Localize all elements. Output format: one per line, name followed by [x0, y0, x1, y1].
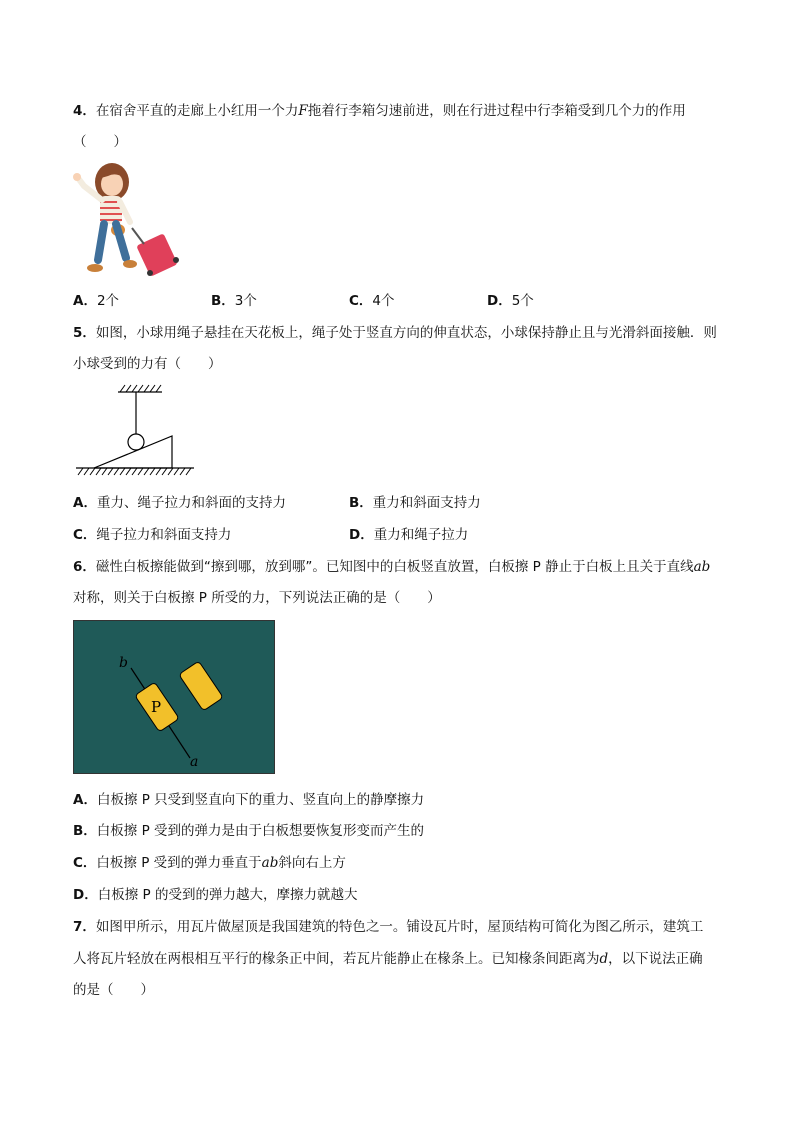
q5-option-d[interactable]: [349, 525, 468, 545]
option-text: 重力和绳子拉力: [373, 527, 469, 543]
q6-option-a[interactable]: [73, 790, 424, 810]
q5-text-line1: 如图，小球用绳子悬挂在天花板上，绳子处于竖直方向的伸直状态，小球保持静止且与光滑斜面接触．则: [95, 325, 717, 341]
girl-with-suitcase-illustration: [70, 160, 185, 280]
q5-option-b[interactable]: [349, 493, 481, 513]
q7-stem-line1: [73, 917, 703, 937]
q5-stem-line2: 小球受到的力有（ ）: [73, 356, 222, 372]
q7-text-line1: 如图甲所示，用瓦片做屋顶是我国建筑的特色之一。铺设瓦片时，屋顶结构可简化为图乙所示，建筑工: [95, 919, 704, 935]
q4-var-F: F: [298, 103, 308, 119]
suitcase-icon: [132, 228, 179, 277]
q4-text-a: 在宿舍平直的走廊上小红用一个力: [95, 103, 299, 119]
ball-on-incline-diagram: [72, 382, 202, 482]
q7-var-d: d: [599, 951, 609, 967]
option-text: 4个: [372, 293, 395, 309]
option-text: 白板擦 P 只受到竖直向下的重力、竖直向上的静摩擦力: [96, 792, 425, 808]
option-letter: D．: [487, 293, 512, 309]
q4-option-c[interactable]: [349, 291, 395, 311]
label-b: b: [119, 655, 128, 671]
option-letter: C．: [73, 527, 97, 543]
q4-option-a[interactable]: [73, 291, 119, 311]
q6-stem-line1: [73, 557, 710, 577]
option-letter: C．: [349, 293, 373, 309]
q6-text-line1: 磁性白板擦能做到“擦到哪，放到哪”。已知图中的白板竖直放置，白板擦 P 静止于白板上且关于直线: [95, 559, 694, 575]
option-text: 白板擦 P 受到的弹力是由于白板想要恢复形变而产生的: [96, 823, 425, 839]
option-text: 绳子拉力和斜面支持力: [96, 527, 232, 543]
q4-option-b[interactable]: [211, 291, 257, 311]
option-text: 白板擦 P 受到的弹力垂直于: [96, 855, 262, 871]
option-text: 斜向右上方: [278, 855, 346, 871]
option-letter: A．: [73, 792, 97, 808]
q7-number: 7．: [73, 919, 96, 935]
q5-number: 5．: [73, 325, 96, 341]
q4-paren: （ ）: [73, 134, 127, 150]
q4-text-b: 拖着行李箱匀速前进，则在行进过程中行李箱受到几个力的作用: [307, 103, 686, 119]
q4-stem-line1: [73, 101, 686, 121]
q5-stem-line1: [73, 323, 717, 343]
q7-text-line2a: 人将瓦片轻放在两根相互平行的椽条正中间，若瓦片能静止在椽条上。已知椽条间距离为: [73, 951, 600, 967]
option-letter: A．: [73, 495, 97, 511]
option-text: 白板擦 P 的受到的弹力越大，摩擦力就越大: [97, 887, 358, 903]
label-P: P: [151, 698, 162, 716]
option-letter: C．: [73, 855, 97, 871]
option-letter: B．: [73, 823, 97, 839]
q5-option-c[interactable]: [73, 525, 231, 545]
option-var-ab: ab: [261, 855, 279, 871]
q6-option-d[interactable]: [73, 885, 357, 905]
q6-option-b[interactable]: [73, 821, 424, 841]
option-text: 2个: [96, 293, 120, 309]
option-letter: D．: [73, 887, 98, 903]
whiteboard-eraser-diagram: [73, 620, 276, 775]
option-letter: A．: [73, 293, 97, 309]
q5-option-a[interactable]: [73, 493, 286, 513]
option-text: 5个: [511, 293, 534, 309]
option-text: 3个: [234, 293, 257, 309]
q4-number: 4．: [73, 103, 96, 119]
q7-text-line2b: ，以下说法正确: [608, 951, 703, 967]
label-a: a: [190, 754, 199, 770]
q7-stem-line3: 的是（ ）: [73, 982, 154, 998]
q6-var-ab: ab: [693, 559, 711, 575]
q7-stem-line2: [73, 949, 703, 969]
option-letter: D．: [349, 527, 374, 543]
option-letter: B．: [349, 495, 373, 511]
option-text: 重力和斜面支持力: [372, 495, 481, 511]
option-text: 重力、绳子拉力和斜面的支持力: [96, 495, 286, 511]
q4-option-d[interactable]: [487, 291, 534, 311]
q6-stem-line2: 对称，则关于白板擦 P 所受的力，下列说法正确的是（ ）: [73, 590, 441, 606]
q6-number: 6．: [73, 559, 96, 575]
ball-icon: [128, 434, 144, 450]
option-letter: B．: [211, 293, 235, 309]
q6-option-c[interactable]: [73, 853, 346, 873]
whiteboard: [74, 621, 275, 774]
